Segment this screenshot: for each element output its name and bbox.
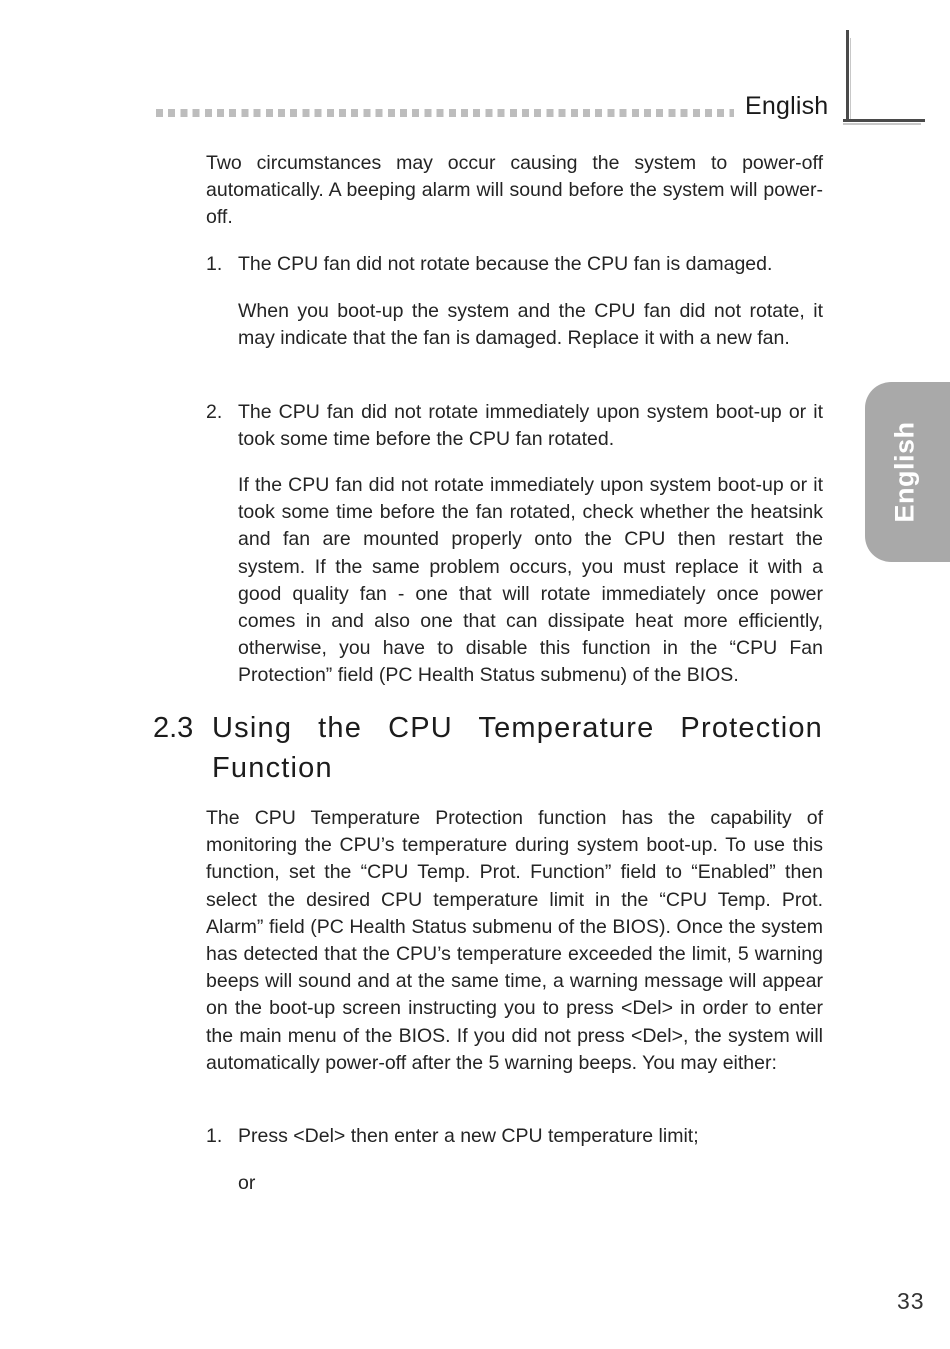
side-tab-label: English — [889, 421, 920, 523]
page-number: 33 — [897, 1288, 925, 1314]
corner-mark-horizontal-shadow — [843, 123, 921, 125]
item1-detail: When you boot-up the system and the CPU fan did not rotate, it may indicate that the fan is damaged. Replace it with a new fan. — [238, 300, 823, 350]
section-item1-number: 1. — [206, 1125, 223, 1147]
or-text: or — [238, 1172, 256, 1194]
section-title: Using the CPU Temperature Protection Function — [212, 712, 823, 784]
item2-title: The CPU fan did not rotate immediately upon system boot-up or it took some time before the CPU fan rotated. — [238, 401, 823, 451]
corner-mark-vertical-shadow — [850, 38, 851, 122]
item1-number: 1. — [206, 253, 223, 275]
corner-mark-vertical — [846, 30, 849, 122]
item2-number: 2. — [206, 401, 223, 423]
item1-title: The CPU fan did not rotate because the CPU fan is damaged. — [238, 253, 773, 275]
section-number: 2.3 — [153, 712, 194, 744]
corner-mark-horizontal — [843, 119, 925, 122]
section-paragraph: The CPU Temperature Protection function has the capability of monitoring the CPU’s temperature during system boot-up. To use this function, set the “CPU Temp. Prot. Function” field to “Enabled” then select the desired CPU temperature limit in the “CPU Temp. Prot. Alarm” field (PC Health Status submenu of the BIOS). Once the system has detected that the CPU’s temperature exceeded the limit, 5 warning beeps will sound and at the same time, a warning message will appear on the boot-up screen instructing you to press <Del> in order to enter the main menu of the BIOS. If you did not press <Del>, the system will automatically power-off after the 5 warning beeps. You may either: — [206, 807, 823, 1074]
header-dotted-rule — [156, 109, 734, 117]
section-item1-text: Press <Del> then enter a new CPU temperature limit; — [238, 1125, 699, 1147]
header-language: English — [745, 92, 829, 120]
item2-detail: If the CPU fan did not rotate immediately upon system boot-up or it took some time before the fan rotated, check whether the heatsink and fan are mounted properly onto the CPU then restart the system. If the same problem occurs, you must replace it with a good quality fan - one that will rotate immediately once power comes in and also one that can dissipate heat more efficiently, otherwise, you have to disable this function in the “CPU Fan Protection” field (PC Health Status submenu) of the BIOS. — [238, 474, 823, 687]
intro-paragraph: Two circumstances may occur causing the system to power-off automatically. A beeping alarm will sound before the system will power-off. — [206, 152, 823, 229]
